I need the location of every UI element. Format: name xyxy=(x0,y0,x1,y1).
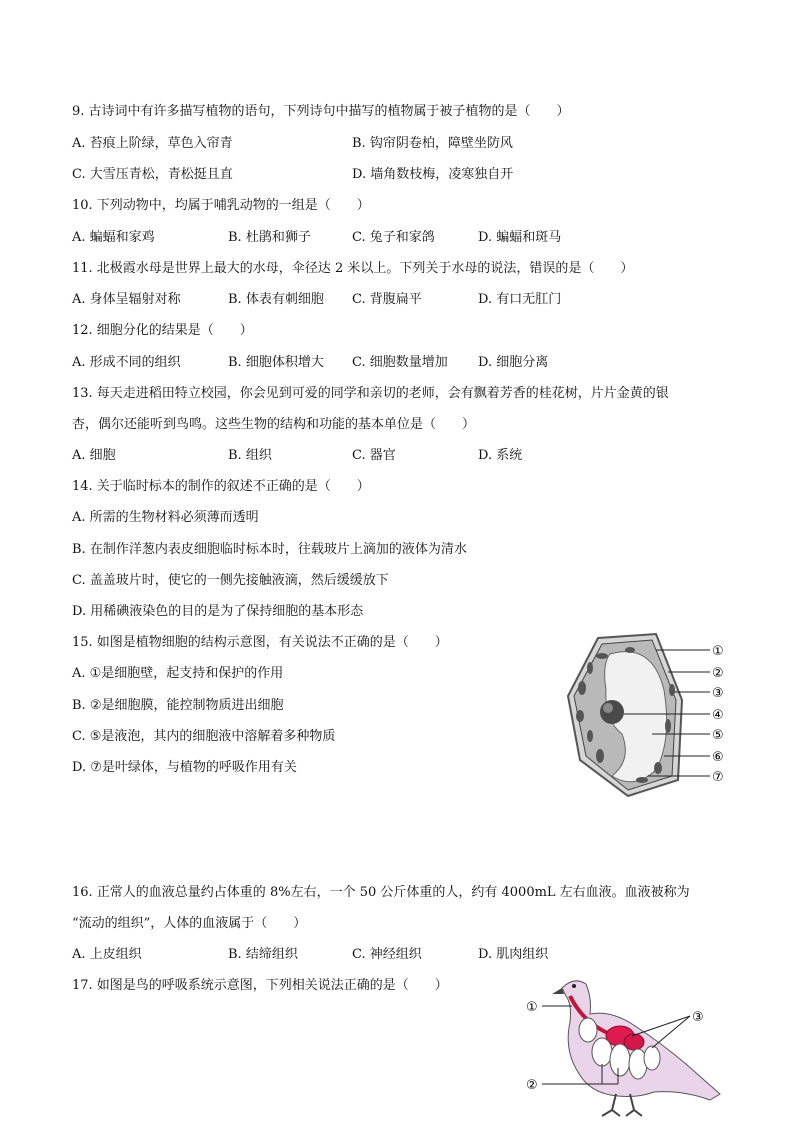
bird-label-1: ① xyxy=(526,1000,538,1015)
q11-option-d: D. 有口无肛门 xyxy=(478,292,562,307)
q12-option-c: C. 细胞数量增加 xyxy=(352,355,448,370)
q15-option-b: B. ②是细胞膜，能控制物质进出细胞 xyxy=(72,698,284,713)
q9-option-a: A. 苔痕上阶绿，草色入帘青 xyxy=(72,136,233,151)
question-14-stem: 14. 关于临时标本的制作的叙述不正确的是（ ） xyxy=(72,479,370,494)
q12-option-a: A. 形成不同的组织 xyxy=(72,355,181,370)
q11-option-c: C. 背腹扁平 xyxy=(352,292,422,307)
q12-option-b: B. 细胞体积增大 xyxy=(228,355,324,370)
cell-label-6: ⑥ xyxy=(712,750,724,765)
q16-option-d: D. 肌肉组织 xyxy=(478,947,549,962)
q15-option-a: A. ①是细胞壁，起支持和保护的作用 xyxy=(72,666,284,681)
bird-respiratory-diagram xyxy=(520,968,740,1120)
q14-option-d: D. 用稀碘液染色的目的是为了保持细胞的基本形态 xyxy=(72,604,364,619)
q10-option-c: C. 兔子和家鸽 xyxy=(352,230,435,245)
cell-label-4: ④ xyxy=(712,708,724,723)
question-9-stem: 9. 古诗词中有许多描写植物的语句，下列诗句中描写的植物属于被子植物的是（ ） xyxy=(72,104,570,119)
q14-option-c: C. 盖盖玻片时，使它的一侧先接触液滴，然后缓缓放下 xyxy=(72,573,389,588)
q13-option-a: A. 细胞 xyxy=(72,448,116,463)
q11-option-b: B. 体表有刺细胞 xyxy=(228,292,324,307)
q11-option-a: A. 身体呈辐射对称 xyxy=(72,292,181,307)
q13-option-b: B. 组织 xyxy=(228,448,272,463)
cell-label-7: ⑦ xyxy=(712,770,724,785)
question-17-stem: 17. 如图是鸟的呼吸系统示意图，下列相关说法正确的是（ ） xyxy=(72,978,448,993)
q10-option-b: B. 杜鹃和狮子 xyxy=(228,230,311,245)
q15-option-d: D. ⑦是叶绿体，与植物的呼吸作用有关 xyxy=(72,760,297,775)
q14-option-a: A. 所需的生物材料必须薄而透明 xyxy=(72,510,259,525)
q9-option-d: D. 墙角数枝梅，凌寒独自开 xyxy=(352,167,514,182)
question-13-stem-line1: 13. 每天走进稻田特立校园，你会见到可爱的同学和亲切的老师，会有飘着芳香的桂花树，片片金黄的银 xyxy=(72,386,669,401)
q10-option-d: D. 蝙蝠和斑马 xyxy=(478,230,562,245)
q9-option-b: B. 钩帘阴卷柏，障壁坐防风 xyxy=(352,136,513,151)
cell-label-2: ② xyxy=(712,666,724,681)
q16-option-a: A. 上皮组织 xyxy=(72,947,142,962)
question-15-stem: 15. 如图是植物细胞的结构示意图，有关说法不正确的是（ ） xyxy=(72,635,448,650)
q16-option-b: B. 结缔组织 xyxy=(228,947,298,962)
question-10-stem: 10. 下列动物中，均属于哺乳动物的一组是（ ） xyxy=(72,198,370,213)
q13-option-d: D. 系统 xyxy=(478,448,523,463)
bird-label-3: ③ xyxy=(692,1010,704,1025)
plant-cell-diagram xyxy=(560,630,730,802)
q12-option-d: D. 细胞分离 xyxy=(478,355,549,370)
q10-option-a: A. 蝙蝠和家鸡 xyxy=(72,230,155,245)
cell-label-1: ① xyxy=(712,644,724,659)
question-12-stem: 12. 细胞分化的结果是（ ） xyxy=(72,323,253,338)
bird-label-2: ② xyxy=(526,1078,538,1093)
question-11-stem: 11. 北极霞水母是世界上最大的水母，伞径达 2 米以上。下列关于水母的说法，错误的是（ ） xyxy=(72,261,634,276)
q16-option-c: C. 神经组织 xyxy=(352,947,422,962)
q13-option-c: C. 器官 xyxy=(352,448,396,463)
q9-option-c: C. 大雪压青松，青松挺且直 xyxy=(72,167,233,182)
question-16-stem-line2: “流动的组织”，人体的血液属于（ ） xyxy=(72,916,307,931)
cell-label-5: ⑤ xyxy=(712,728,724,743)
q15-option-c: C. ⑤是液泡，其内的细胞液中溶解着多种物质 xyxy=(72,729,336,744)
cell-label-3: ③ xyxy=(712,686,724,701)
q14-option-b: B. 在制作洋葱内表皮细胞临时标本时，往载玻片上滴加的液体为清水 xyxy=(72,542,467,557)
question-16-stem-line1: 16. 正常人的血液总量约占体重的 8%左右，一个 50 公斤体重的人，约有 4000mL 左右血液。血液被称为 xyxy=(72,885,690,900)
question-13-stem-line2: 杏，偶尔还能听到鸟鸣。这些生物的结构和功能的基本单位是（ ） xyxy=(72,417,476,432)
